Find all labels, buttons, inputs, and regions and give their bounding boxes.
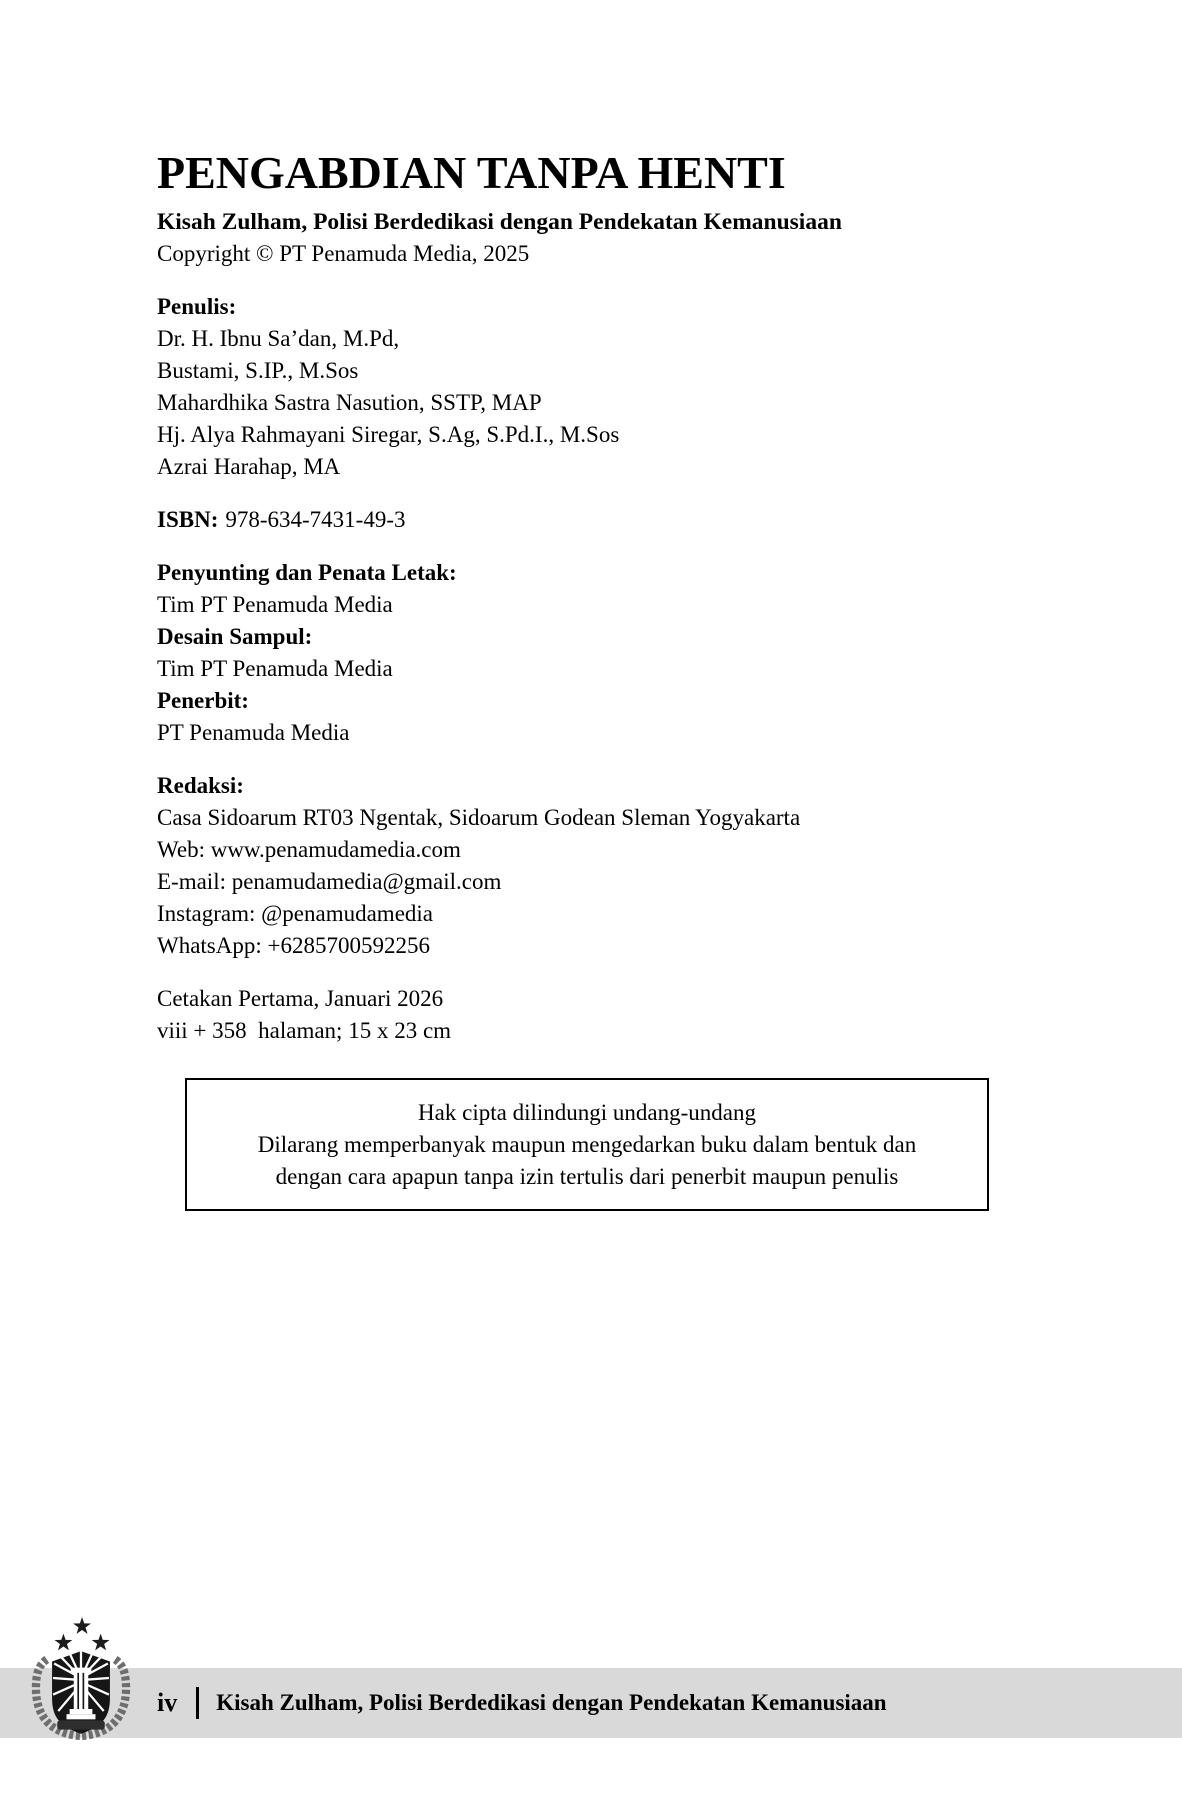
redaksi-whatsapp: WhatsApp: +6285700592256 (157, 933, 430, 958)
section-gap (157, 962, 1047, 983)
section-gap (157, 270, 1047, 291)
redaksi-web: Web: www.penamudamedia.com (157, 837, 461, 862)
cover-design-label: Desain Sampul: (157, 624, 313, 649)
author-name: Mahardhika Sastra Nasution, SSTP, MAP (157, 390, 542, 415)
notice-line: Hak cipta dilindungi undang-undang (418, 1099, 756, 1125)
redaksi-instagram: Instagram: @penamudamedia (157, 901, 433, 926)
isbn-label: ISBN: (157, 507, 219, 532)
book-title: PENGABDIAN TANPA HENTI (157, 147, 786, 198)
author-name: Hj. Alya Rahmayani Siregar, S.Ag, S.Pd.I., M.Sos (157, 422, 620, 447)
footer-row (157, 1668, 887, 1738)
authors-label: Penulis: (157, 294, 237, 319)
copyright-line: Copyright © PT Penamuda Media, 2025 (157, 241, 530, 266)
footer-divider (196, 1687, 199, 1719)
isbn-value: 978-634-7431-49-3 (225, 507, 406, 532)
copyright-notice-box (185, 1078, 989, 1211)
editor-label: Penyunting dan Penata Letak: (157, 560, 457, 585)
section-gap (157, 483, 1047, 504)
redaksi-address: Casa Sidoarum RT03 Ngentak, Sidoarum Godean Sleman Yogyakarta (157, 805, 801, 830)
section-gap (157, 536, 1047, 557)
isbn-line (157, 504, 1047, 536)
cover-design-value: Tim PT Penamuda Media (157, 656, 393, 681)
polri-emblem-icon (24, 1616, 138, 1740)
running-title: Kisah Zulham, Polisi Berdedikasi dengan Pendekatan Kemanusiaan (216, 1690, 887, 1715)
publisher-label: Penerbit: (157, 688, 249, 713)
book-subtitle: Kisah Zulham, Polisi Berdedikasi dengan Pendekatan Kemanusiaan (157, 209, 842, 235)
author-name: Bustami, S.IP., M.Sos (157, 358, 359, 383)
redaksi-label: Redaksi: (157, 773, 244, 798)
colophon-content (157, 146, 1047, 1047)
author-name: Azrai Harahap, MA (157, 454, 341, 479)
author-name: Dr. H. Ibnu Sa’dan, M.Pd, (157, 326, 400, 351)
publisher-value: PT Penamuda Media (157, 720, 350, 745)
notice-line: dengan cara apapun tanpa izin tertulis dari penerbit maupun penulis (275, 1163, 899, 1189)
notice-line: Dilarang memperbanyak maupun mengedarkan buku dalam bentuk dan (257, 1131, 917, 1157)
edition-line: Cetakan Pertama, Januari 2026 (157, 986, 444, 1011)
footer-band (0, 1668, 1182, 1738)
editor-value: Tim PT Penamuda Media (157, 592, 393, 617)
section-gap (157, 749, 1047, 770)
page-number: iv (157, 1688, 178, 1717)
format-line: viii + 358 halaman; 15 x 23 cm (157, 1018, 452, 1043)
redaksi-email: E-mail: penamudamedia@gmail.com (157, 869, 502, 894)
